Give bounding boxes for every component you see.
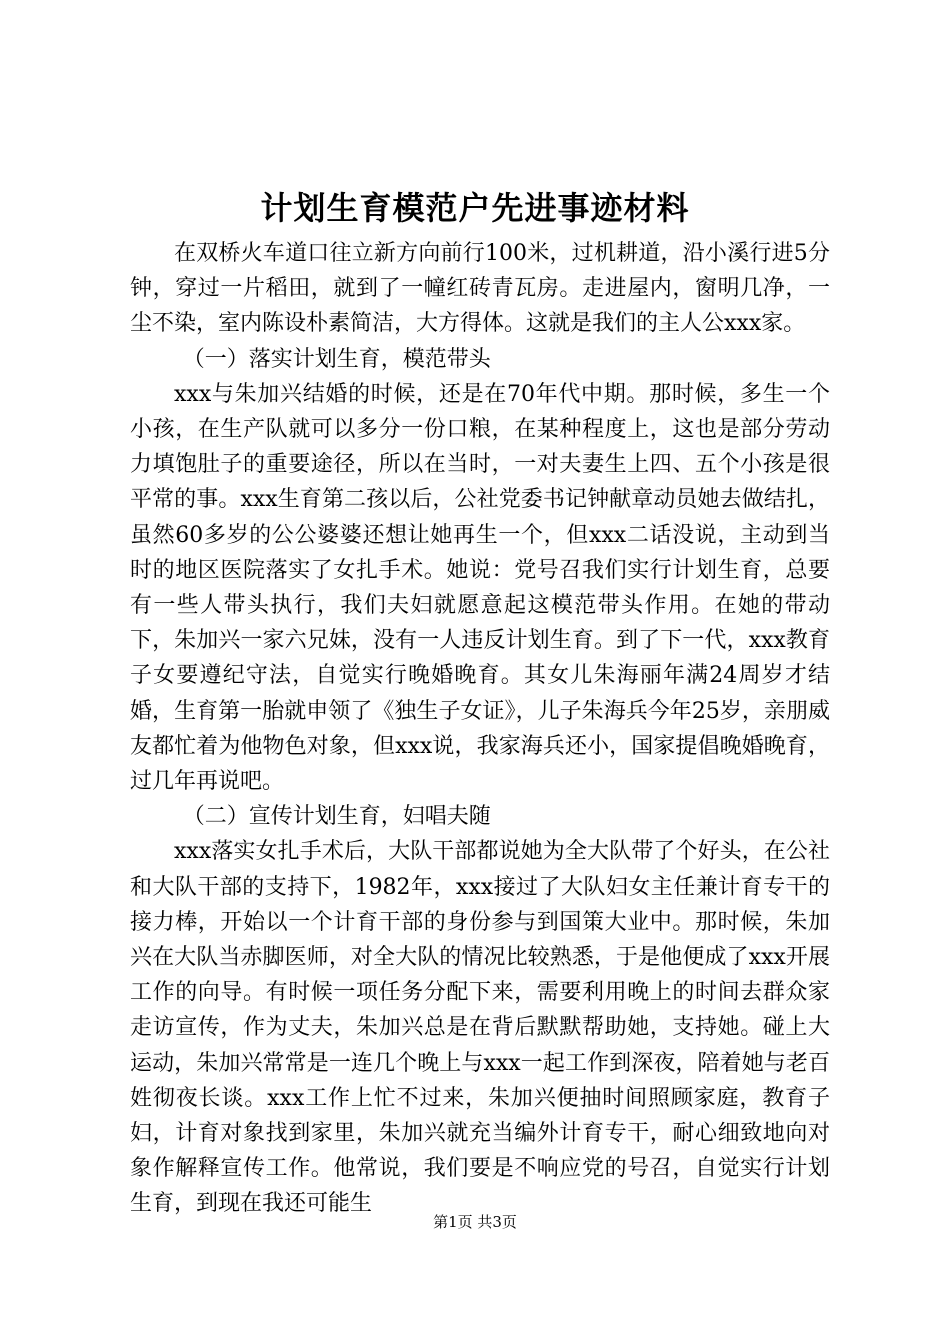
paragraph-section-1: xxx与朱加兴结婚的时候，还是在70年代中期。那时候，多生一个小孩，在生产队就可以多分一份口粮，在某种程度上，这也是部分劳动力填饱肚子的重要途径，所以在当时，一对夫妻生上四、五个小孩是很平常的事。xxx生育第二孩以后，公社党委书记钟献章动员她去做结扎，虽然60多岁的公公婆婆还想让她再生一个，但xxx二话没说，主动到当时的地区医院落实了女扎手术。她说：党号召我们实行计划生育，总要有一些人带头执行，我们夫妇就愿意起这模范带头作用。在她的带动下，朱加兴一家六兄妹，没有一人违反计划生育。到了下一代，xxx教育子女要遵纪守法，自觉实行晚婚晚育。其女儿朱海丽年满24周岁才结婚，生育第一胎就申领了《独生子女证》，儿子朱海兵今年25岁，亲朋威友都忙着为他物色对象，但xxx说，我家海兵还小，国家提倡晚婚晚育，过几年再说吧。: [130, 381, 830, 795]
page-number-footer: 第1页 共3页: [433, 1213, 517, 1231]
document-body: [130, 236, 830, 1222]
paragraph-intro: 在双桥火车道口往立新方向前行100米，过机耕道，沿小溪行进5分钟，穿过一片稻田，就到了一幢红砖青瓦房。走进屋内，窗明几净，一尘不染，室内陈设朴素简洁，大方得体。这就是我们的主人公xxx家。: [130, 241, 830, 337]
section-heading-1: （一）落实计划生育，模范带头: [182, 346, 491, 372]
paragraph-section-2: xxx落实女扎手术后，大队干部都说她为全大队带了个好头，在公社和大队干部的支持下，1982年，xxx接过了大队妇女主任兼计育专干的接力棒，开始以一个计育干部的身份参与到国策大业中。那时候，朱加兴在大队当赤脚医师，对全大队的情况比较熟悉，于是他便成了xxx开展工作的向导。有时候一项任务分配下来，需要利用晚上的时间去群众家走访宣传，作为丈夫，朱加兴总是在背后默默帮助她，支持她。碰上大运动，朱加兴常常是一连几个晚上与xxx一起工作到深夜，陪着她与老百姓彻夜长谈。xxx工作上忙不过来，朱加兴便抽时间照顾家庭，教育子妇，计育对象找到家里，朱加兴就充当编外计育专干，耐心细致地向对象作解释宣传工作。他常说，我们要是不响应党的号召，自觉实行计划生育，到现在我还可能生: [130, 839, 830, 1217]
document-title: 计划生育模范户先进事迹材料: [260, 189, 690, 227]
section-heading-2: （二）宣传计划生育，妇唱夫随: [182, 804, 491, 830]
